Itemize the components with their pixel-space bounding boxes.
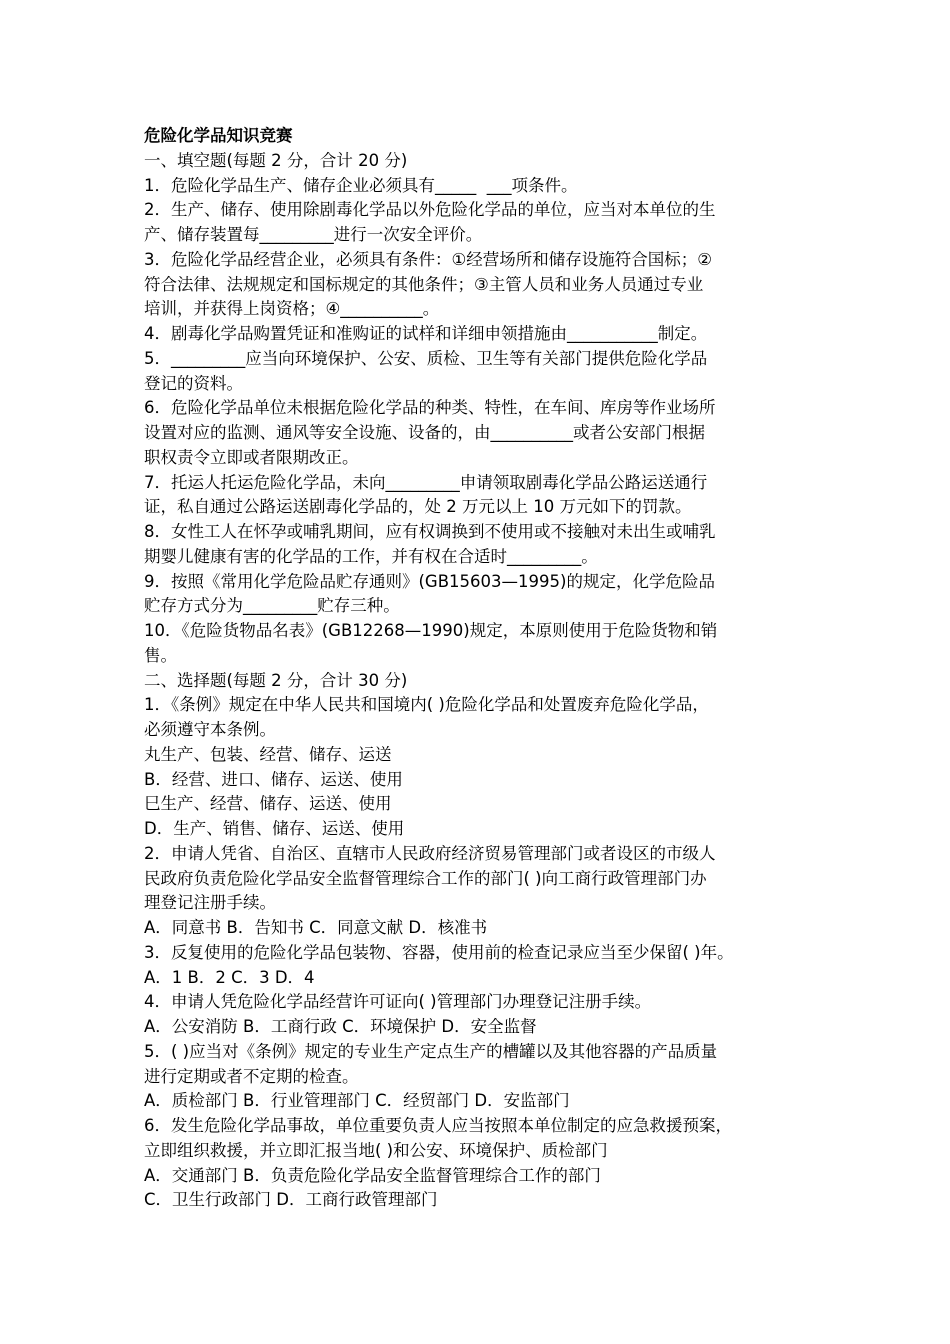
text-line: 1．《条例》规定在中华人民共和国境内( )危险化学品和处置废弃危险化学品， xyxy=(144,695,709,715)
text-line: 设置对应的监测、通风等安全设施、设备的，由__________或者公安部门根据 xyxy=(144,423,705,442)
text-line: 贮存方式分为_________贮存三种。 xyxy=(144,596,400,616)
text-line: 6．发生危险化学品事故，单位重要负责人应当按照本单位制定的应急救援预案， xyxy=(144,1116,732,1135)
text-line: 售。 xyxy=(144,645,177,665)
text-line: 丸生产、包装、经营、储存、运送 xyxy=(144,744,392,764)
text-line: 4．剧毒化学品购置凭证和准购证的试样和详细申领措施由___________制定。 xyxy=(144,324,708,343)
text-line: 3．反复使用的危险化学品包装物、容器，使用前的检查记录应当至少保留( )年。 xyxy=(144,942,734,962)
text-line: 证，私自通过公路运送剧毒化学品的，处 2 万元以上 10 万元如下的罚款。 xyxy=(144,497,692,517)
text-line: 9．按照《常用化学危险品贮存通则》(GB15603—1995)的规定，化学危险品 xyxy=(144,571,715,591)
text-line: 培训，并获得上岗资格；④__________。 xyxy=(144,299,440,319)
text-line: 必须遵守本条例。 xyxy=(144,720,276,739)
text-line: A．公安消防 B．工商行政 C．环境保护 D．安全监督 xyxy=(144,1017,537,1036)
text-line: C．卫生行政部门 D．工商行政管理部门 xyxy=(144,1190,438,1210)
text-line: 5．_________应当向环境保护、公安、质检、卫生等有关部门提供危险化学品 xyxy=(144,348,708,368)
text-line: 10．《危险货物品名表》(GB12268—1990)规定，本原则使用于危险货物和销 xyxy=(144,621,718,640)
text-line: A．同意书 B．告知书 C．同意文献 D．核准书 xyxy=(144,918,488,937)
document-body xyxy=(144,149,824,1213)
text-line: 职权责令立即或者限期改正。 xyxy=(144,447,359,467)
text-line: 期婴儿健康有害的化学品的工作，并有权在合适时_________。 xyxy=(144,546,598,566)
text-line: 进行定期或者不定期的检查。 xyxy=(144,1066,359,1086)
text-line: 2．申请人凭省、自治区、直辖市人民政府经济贸易管理部门或者设区的市级人 xyxy=(144,843,716,863)
text-line: 4．申请人凭危险化学品经营许可证向( )管理部门办理登记注册手续。 xyxy=(144,992,652,1012)
text-line: 一、填空题(每题 2 分，合计 20 分) xyxy=(144,150,408,170)
text-line: 巳生产、经营、储存、运送、使用 xyxy=(144,794,392,814)
text-line: 登记的资料。 xyxy=(144,373,243,393)
text-line: A．交通部门 B．负责危险化学品安全监督管理综合工作的部门 xyxy=(144,1165,601,1185)
text-line: 5．( )应当对《条例》规定的专业生产定点生产的槽罐以及其他容器的产品质量 xyxy=(144,1041,718,1061)
text-line: 8．女性工人在怀孕或哺乳期间，应有权调换到不使用或不接触对未出生或哺乳 xyxy=(144,522,716,541)
text-line: B．经营、进口、储存、运送、使用 xyxy=(144,769,403,789)
document-title: 危险化学品知识竞赛 xyxy=(144,126,293,145)
text-line: 民政府负责危险化学品安全监督管理综合工作的部门( )向工商行政管理部门办 xyxy=(144,868,707,888)
text-line: 3．危险化学品经营企业，必须具有条件：①经营场所和储存设施符合国标；② xyxy=(144,249,713,269)
text-line: A．1 B．2 C．3 D．4 xyxy=(144,967,315,987)
text-line: A．质检部门 B．行业管理部门 C．经贸部门 D．安监部门 xyxy=(144,1091,570,1111)
text-line: 立即组织救援，并立即汇报当地( )和公安、环境保护、质检部门 xyxy=(144,1140,608,1160)
text-line: 二、选择题(每题 2 分，合计 30 分) xyxy=(144,670,408,690)
text-line: 符合法律、法规规定和国标规定的其他条件；③主管人员和业务人员通过专业 xyxy=(144,274,704,294)
text-line: 理登记注册手续。 xyxy=(144,893,276,913)
document-page xyxy=(144,124,824,1213)
text-line: 2．生产、储存、使用除剧毒化学品以外危险化学品的单位，应当对本单位的生 xyxy=(144,200,716,220)
text-line: 1．危险化学品生产、储存企业必须具有_____ ___项条件。 xyxy=(144,175,578,195)
text-line: D．生产、销售、储存、运送、使用 xyxy=(144,819,405,838)
text-line: 6．危险化学品单位未根据危险化学品的种类、特性，在车间、库房等作业场所 xyxy=(144,398,716,418)
text-line: 7．托运人托运危险化学品，未向_________申请领取剧毒化学品公路运送通行 xyxy=(144,472,708,492)
text-line: 产、储存装置每_________进行一次安全评价。 xyxy=(144,225,483,244)
